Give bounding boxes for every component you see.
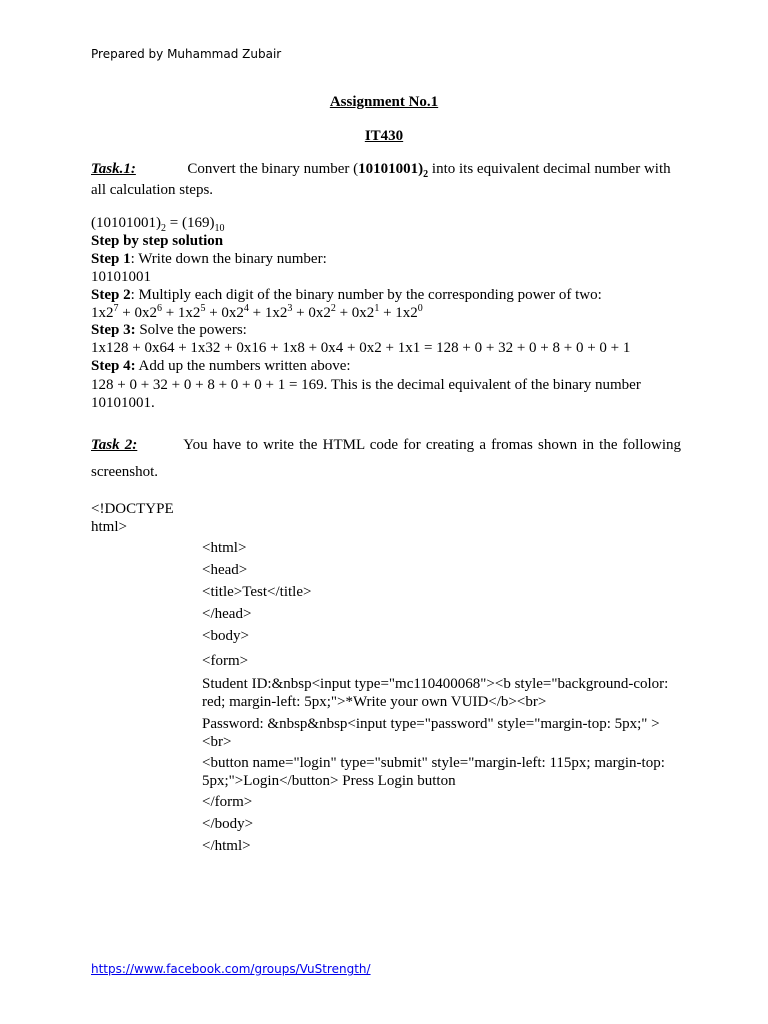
power-term: + 1x2	[248, 305, 288, 321]
step3-text: Solve the powers:	[135, 322, 247, 338]
step2-powers	[91, 305, 423, 322]
code-line-wrapped: Student ID:&nbsp<input type="mc110400068"><b style="background-color: red; margin-left: 5px;">*Write your own VUID</b><br>	[202, 676, 669, 710]
code-line: <html>	[202, 540, 247, 556]
step1-label: Step 1	[91, 251, 131, 267]
power-exp: 4	[243, 303, 249, 314]
power-exp: 3	[287, 303, 293, 314]
power-exp: 0	[417, 303, 423, 314]
task2-label: Task 2:	[91, 437, 138, 453]
power-exp: 1	[374, 303, 380, 314]
task1-label: Task.1:	[91, 161, 136, 177]
task1-result	[91, 215, 224, 232]
step4-value: 128 + 0 + 32 + 0 + 8 + 0 + 0 + 1 = 169. This is the decimal equivalent of the binary number 10101001.	[91, 377, 641, 411]
code-line: <head>	[202, 562, 248, 578]
assignment-title: Assignment No.1	[329, 94, 439, 110]
step1-line	[91, 251, 327, 268]
step3-line	[91, 322, 247, 339]
task1-line1	[91, 161, 671, 178]
power-exp: 5	[200, 303, 206, 314]
task1-binary-sub: 2	[423, 169, 429, 180]
code-line: </form>	[202, 794, 253, 810]
step4-label: Step 4:	[91, 358, 136, 374]
code-line-wrapped: <button name="login" type="submit" style="margin-left: 115px; margin-top: 5px;">Login</button> Press Login button	[202, 755, 665, 789]
document-header: Prepared by Muhammad Zubair	[91, 47, 282, 61]
course-code: IT430	[364, 128, 404, 144]
step4-text: Add up the numbers written above:	[135, 358, 351, 374]
step2-label: Step 2	[91, 287, 131, 303]
step2-text: : Multiply each digit of the binary number by the corresponding power of two:	[130, 287, 602, 303]
code-line-wrapped: Password: &nbsp&nbsp<input type="password" style="margin-top: 5px;" > <br>	[202, 716, 660, 750]
power-term: + 0x2	[118, 305, 157, 321]
power-term: 1x2	[91, 305, 114, 321]
step4-line	[91, 358, 351, 375]
doctype-line1: <!DOCTYPE	[91, 501, 174, 517]
task1-line2: all calculation steps.	[91, 182, 214, 198]
doctype-line2: html>	[91, 519, 127, 535]
code-line: </head>	[202, 606, 252, 622]
task1-binary: 10101001)	[358, 161, 424, 177]
step3-label: Step 3:	[91, 322, 136, 338]
result-mid: = (169)	[166, 215, 215, 231]
task1-text-before: Convert the binary number (	[187, 161, 359, 177]
code-line: </body>	[202, 816, 254, 832]
code-line: <form>	[202, 653, 249, 669]
power-term: + 1x2	[379, 305, 418, 321]
task2-text: You have to write the HTML code for creating a fromas shown in the following screenshot.	[91, 437, 681, 480]
power-term: + 0x2	[205, 305, 244, 321]
code-line: </html>	[202, 838, 251, 854]
result-left-sub: 2	[161, 223, 166, 234]
power-term: + 0x2	[335, 305, 375, 321]
step2-line	[91, 287, 602, 304]
step1-text: : Write down the binary number:	[130, 251, 327, 267]
step1-value: 10101001	[91, 269, 151, 285]
power-term: + 0x2	[292, 305, 331, 321]
task2-paragraph	[91, 432, 681, 486]
result-left: (10101001)	[91, 215, 161, 231]
task1-text-after: into its equivalent decimal number with	[428, 161, 671, 177]
code-line: <title>Test</title>	[202, 584, 312, 600]
power-exp: 2	[330, 303, 336, 314]
step3-value: 1x128 + 0x64 + 1x32 + 0x16 + 1x8 + 0x4 + 0x2 + 1x1 = 128 + 0 + 32 + 0 + 8 + 0 + 0 + 1	[91, 340, 631, 356]
power-exp: 7	[113, 303, 119, 314]
result-right-sub: 10	[214, 223, 225, 234]
power-term: + 1x2	[161, 305, 201, 321]
footer-facebook-link[interactable]: https://www.facebook.com/groups/VuStrength/	[91, 962, 371, 976]
code-line: <body>	[202, 628, 249, 644]
power-exp: 6	[156, 303, 162, 314]
solution-heading: Step by step solution	[91, 233, 224, 249]
